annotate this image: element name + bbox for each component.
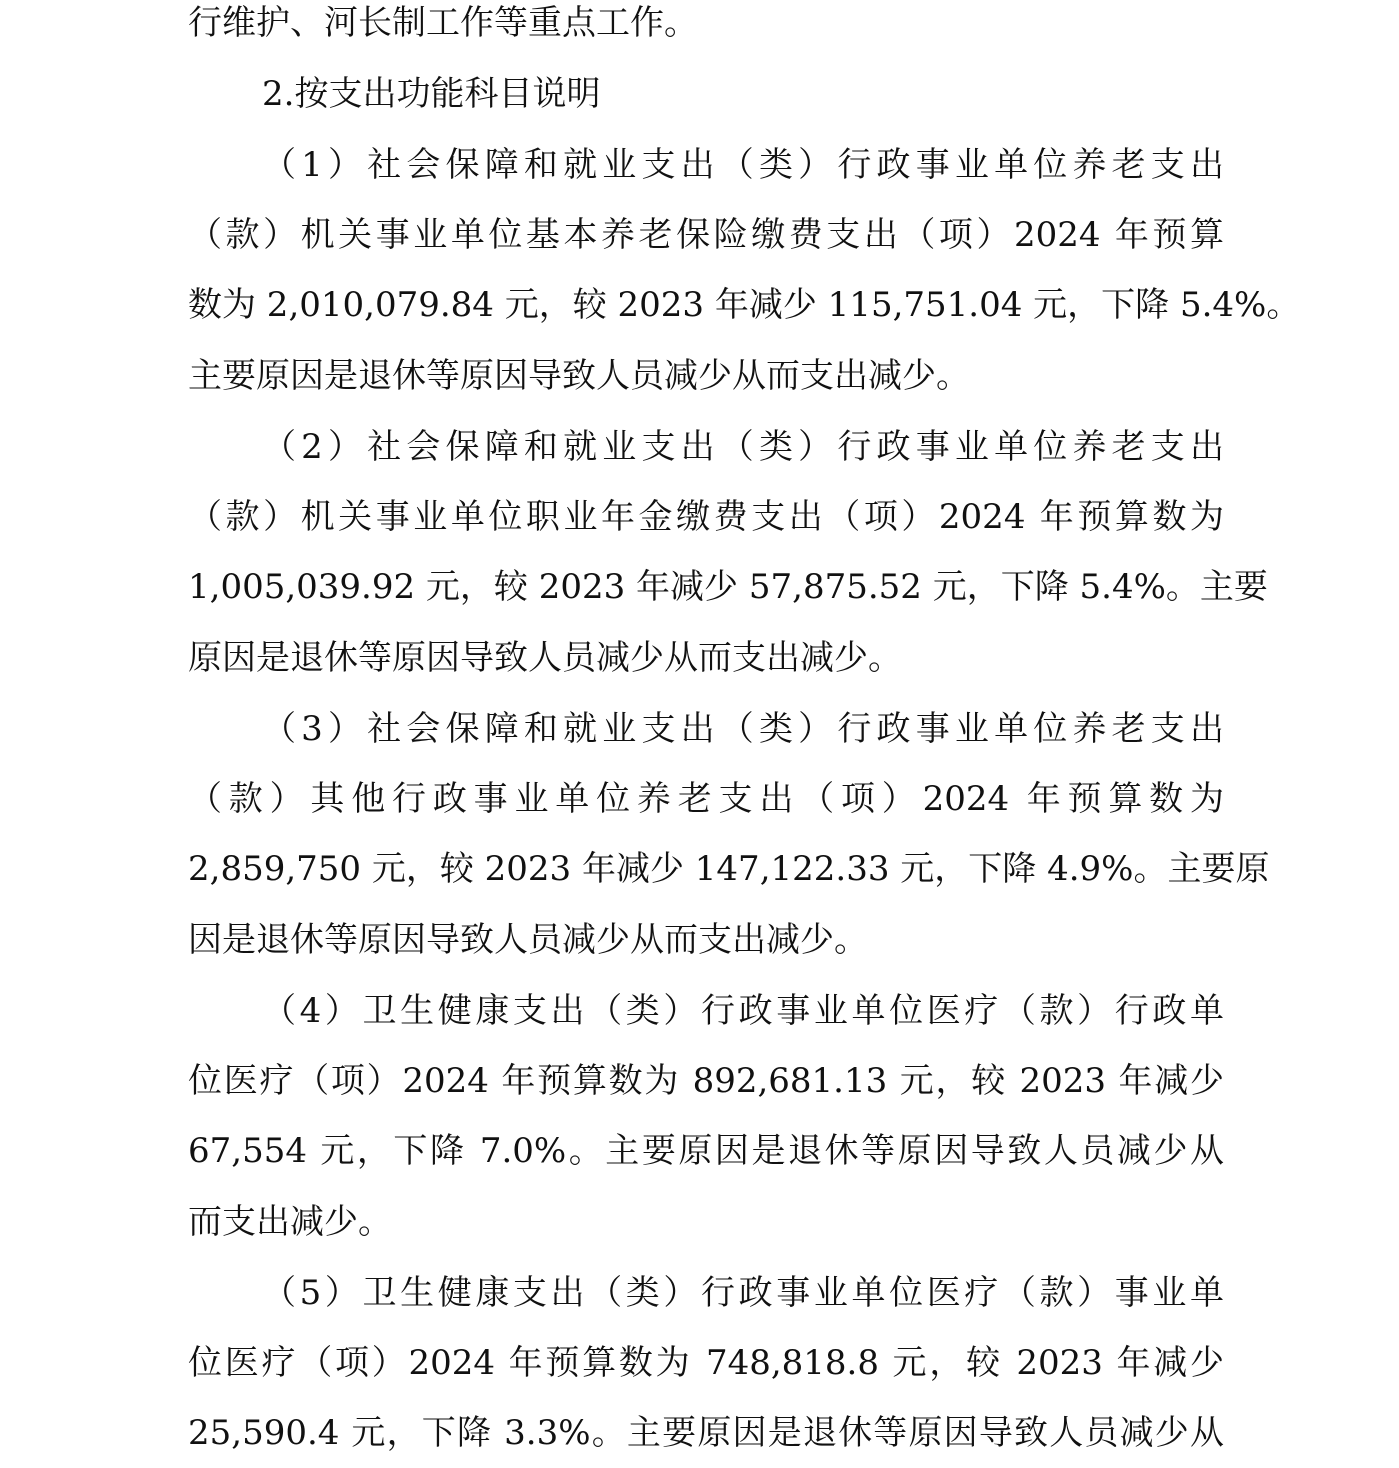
item-1-line-4: 主要原因是退休等原因导致人员减少从而支出减少。	[188, 356, 970, 396]
item-3-line-1: （3）社会保障和就业支出（类）行政事业单位养老支出	[262, 709, 1224, 749]
item-2-line-1: （2）社会保障和就业支出（类）行政事业单位养老支出	[262, 427, 1224, 467]
item-4-line-4: 而支出减少。	[188, 1202, 392, 1242]
item-3-line-3: 2,859,750 元，较 2023 年减少 147,122.33 元，下降 4.9%。主要原	[188, 849, 1270, 889]
section-heading: 2.按支出功能科目说明	[262, 74, 601, 114]
item-1-line-3: 数为 2,010,079.84 元，较 2023 年减少 115,751.04 元，下降 5.4%。	[188, 285, 1301, 325]
item-5-line-2: 位医疗（项）2024 年预算数为 748,818.8 元，较 2023 年减少	[188, 1343, 1224, 1383]
item-1-line-2: （款）机关事业单位基本养老保险缴费支出（项）2024 年预算	[188, 215, 1224, 255]
item-4-line-2: 位医疗（项）2024 年预算数为 892,681.13 元，较 2023 年减少	[188, 1061, 1224, 1101]
item-2-line-2: （款）机关事业单位职业年金缴费支出（项）2024 年预算数为	[188, 497, 1224, 537]
item-5-line-3: 25,590.4 元，下降 3.3%。主要原因是退休等原因导致人员减少从	[188, 1413, 1224, 1453]
intro-tail-text: 行维护、河长制工作等重点工作。	[188, 3, 698, 43]
item-2-line-3: 1,005,039.92 元，较 2023 年减少 57,875.52 元，下降 5.4%。主要	[188, 567, 1268, 607]
item-2-line-4: 原因是退休等原因导致人员减少从而支出减少。	[188, 638, 902, 678]
item-4-line-1: （4）卫生健康支出（类）行政事业单位医疗（款）行政单	[262, 991, 1224, 1031]
item-1-line-1: （1）社会保障和就业支出（类）行政事业单位养老支出	[262, 145, 1224, 185]
item-3-line-4: 因是退休等原因导致人员减少从而支出减少。	[188, 920, 868, 960]
item-3-line-2: （款）其他行政事业单位养老支出（项）2024 年预算数为	[188, 779, 1224, 819]
item-5-line-1: （5）卫生健康支出（类）行政事业单位医疗（款）事业单	[262, 1273, 1224, 1313]
item-4-line-3: 67,554 元，下降 7.0%。主要原因是退休等原因导致人员减少从	[188, 1131, 1224, 1171]
